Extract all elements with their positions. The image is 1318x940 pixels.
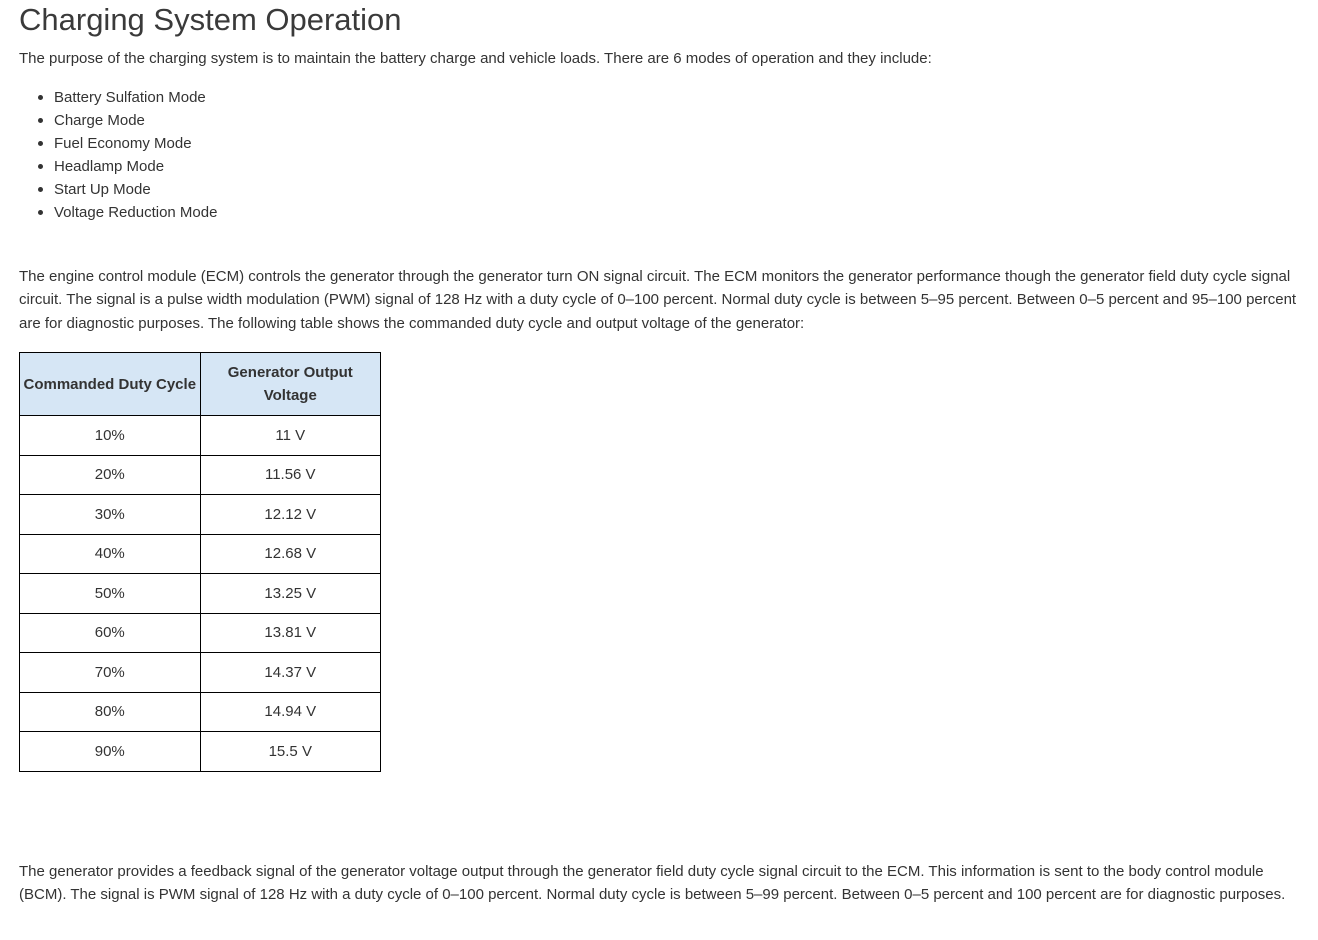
duty-cycle-cell: 10% (20, 416, 201, 456)
duty-cycle-cell: 20% (20, 455, 201, 495)
page-title: Charging System Operation (19, 2, 402, 37)
list-item-fuel-economy-mode: Fuel Economy Mode (54, 132, 1304, 155)
duty-cycle-cell: 30% (20, 495, 201, 535)
feedback-paragraph: The generator provides a feedback signal of the generator voltage output through the generator field duty cycle signal circuit to the ECM. This information is sent to the body control module (BCM). The signal is PWM signal of 128 Hz with a duty cycle of 0–100 percent. Normal duty cycle is between 5–99 percent. Between 0–5 percent and 100 percent are for diagnostic purposes. (19, 862, 1286, 903)
list-item-charge-mode: Charge Mode (54, 109, 1304, 132)
voltage-cell: 14.94 V (200, 692, 380, 732)
table-row (20, 455, 381, 495)
duty-cycle-voltage-table (19, 352, 381, 772)
voltage-cell: 12.12 V (200, 495, 380, 535)
header-commanded-duty-cycle: Commanded Duty Cycle (20, 353, 201, 416)
table-row (20, 692, 381, 732)
list-item-start-up-mode: Start Up Mode (54, 178, 1304, 201)
document-page (19, 0, 1304, 907)
duty-cycle-cell: 90% (20, 732, 201, 772)
modes-list (19, 86, 1304, 224)
table-row (20, 495, 381, 535)
list-item-voltage-reduction-mode: Voltage Reduction Mode (54, 201, 1304, 224)
voltage-cell: 13.81 V (200, 613, 380, 653)
voltage-cell: 15.5 V (200, 732, 380, 772)
table-row (20, 416, 381, 456)
header-generator-output-voltage: Generator Output Voltage (200, 353, 380, 416)
voltage-cell: 13.25 V (200, 574, 380, 614)
table-row (20, 534, 381, 574)
intro-paragraph: The purpose of the charging system is to maintain the battery charge and vehicle loads. There are 6 modes of operation and they include: (19, 50, 932, 67)
ecm-paragraph: The engine control module (ECM) controls the generator through the generator turn ON signal circuit. The ECM monitors the generator performance though the generator field duty cycle signal circuit. The signal is a pulse width modulation (PWM) signal of 128 Hz with a duty cycle of 0–100 percent. Normal duty cycle is between 5–95 percent. Between 0–5 percent and 95–100 percent are for diagnostic purposes. The following table shows the commanded duty cycle and output voltage of the generator: (19, 267, 1297, 332)
table-row (20, 732, 381, 772)
table-row (20, 574, 381, 614)
duty-cycle-cell: 40% (20, 534, 201, 574)
table-row (20, 613, 381, 653)
list-item-headlamp-mode: Headlamp Mode (54, 155, 1304, 178)
duty-cycle-cell: 50% (20, 574, 201, 614)
duty-cycle-cell: 80% (20, 692, 201, 732)
duty-cycle-cell: 60% (20, 613, 201, 653)
voltage-cell: 11 V (200, 416, 380, 456)
voltage-cell: 14.37 V (200, 653, 380, 693)
table-header-row (20, 353, 381, 416)
list-item-battery-sulfation-mode: Battery Sulfation Mode (54, 86, 1304, 109)
voltage-cell: 12.68 V (200, 534, 380, 574)
voltage-cell: 11.56 V (200, 455, 380, 495)
table-row (20, 653, 381, 693)
duty-cycle-cell: 70% (20, 653, 201, 693)
